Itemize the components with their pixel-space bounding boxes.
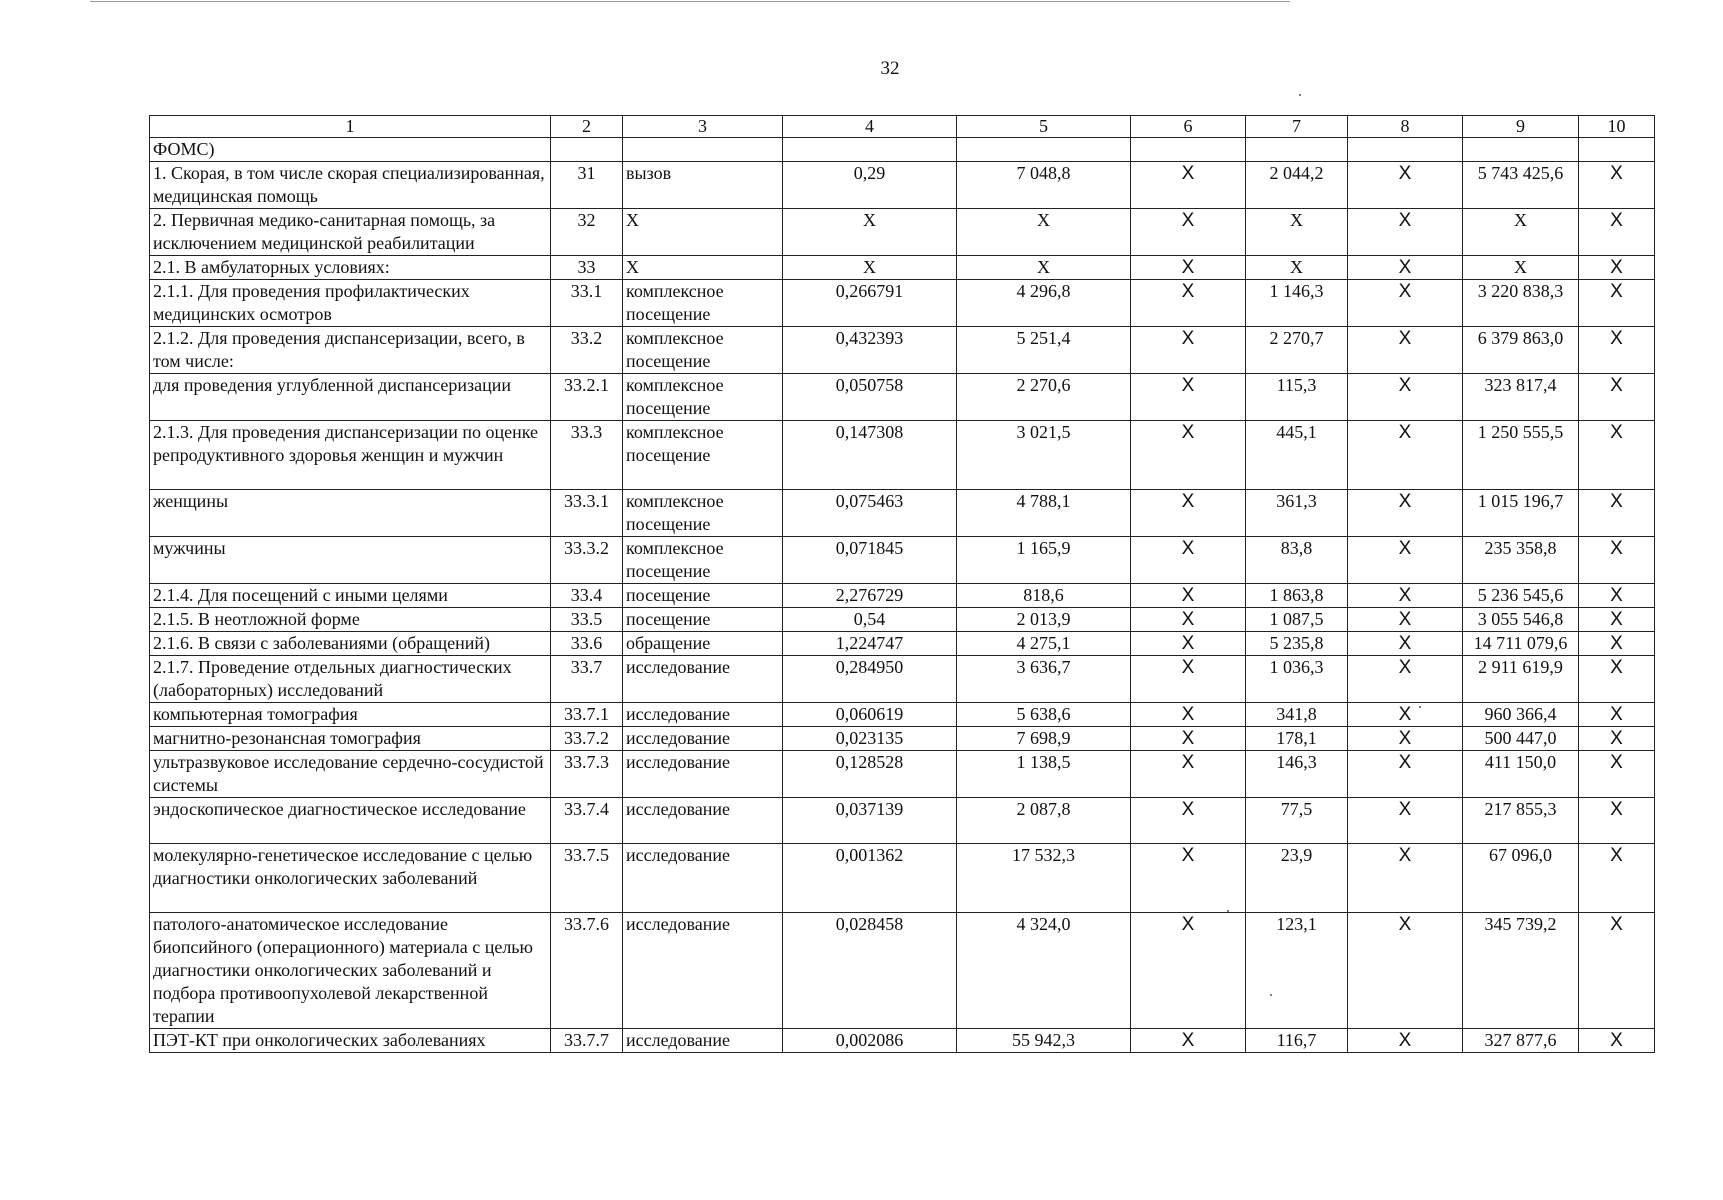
table-cell-col-5: 7 698,9: [957, 727, 1131, 751]
table-row: [150, 703, 1655, 727]
table-cell-col-9: X: [1463, 209, 1579, 256]
table-cell-col-5: 4 788,1: [957, 490, 1131, 537]
table-cell-col-10: X: [1579, 421, 1655, 490]
table-cell-col-10: X: [1579, 703, 1655, 727]
table-cell-col-2: 33.7.5: [551, 844, 623, 913]
table-cell-col-1: для проведения углубленной диспансеризации: [150, 374, 551, 421]
table-cell-col-5: 7 048,8: [957, 162, 1131, 209]
table-cell-col-9: 327 877,6: [1463, 1029, 1579, 1053]
table-cell-col-7: 115,3: [1246, 374, 1348, 421]
table-cell-col-5: 4 275,1: [957, 632, 1131, 656]
table-cell-col-4: 0,060619: [783, 703, 957, 727]
table-cell-col-10: X: [1579, 844, 1655, 913]
table-cell-col-8: X: [1348, 727, 1463, 751]
table-cell-col-7: 23,9: [1246, 844, 1348, 913]
table-row: [150, 632, 1655, 656]
column-number-cell: 10: [1579, 116, 1655, 138]
table-cell-col-4: 0,050758: [783, 374, 957, 421]
table-cell-col-9: 1 250 555,5: [1463, 421, 1579, 490]
table-cell-col-5: 55 942,3: [957, 1029, 1131, 1053]
table-cell-col-5: 17 532,3: [957, 844, 1131, 913]
table-cell-col-9: [1463, 138, 1579, 162]
table-cell-col-1: ПЭТ-КТ при онкологических заболеваниях: [150, 1029, 551, 1053]
table-cell-col-9: 6 379 863,0: [1463, 327, 1579, 374]
table-cell-col-6: X: [1131, 751, 1246, 798]
table-cell-col-7: 146,3: [1246, 751, 1348, 798]
table-cell-col-9: 411 150,0: [1463, 751, 1579, 798]
table-cell-col-3: обращение: [623, 632, 783, 656]
table-cell-col-8: X: [1348, 162, 1463, 209]
table-cell-col-9: 345 739,2: [1463, 913, 1579, 1029]
table-cell-col-4: X: [783, 209, 957, 256]
table-cell-col-3: исследование: [623, 913, 783, 1029]
table-cell-col-4: 0,432393: [783, 327, 957, 374]
table-cell-col-3: комплексное посещение: [623, 490, 783, 537]
table-cell-col-3: комплексное посещение: [623, 421, 783, 490]
column-number-cell: 7: [1246, 116, 1348, 138]
table-cell-col-3: X: [623, 256, 783, 280]
table-cell-col-2: 33.7.1: [551, 703, 623, 727]
table-cell-col-5: X: [957, 209, 1131, 256]
table-cell-col-8: X: [1348, 632, 1463, 656]
table-cell-col-6: X: [1131, 703, 1246, 727]
table-cell-col-9: 217 855,3: [1463, 798, 1579, 844]
table-cell-col-10: X: [1579, 727, 1655, 751]
table-cell-col-6: X: [1131, 490, 1246, 537]
table-cell-col-5: 1 138,5: [957, 751, 1131, 798]
table-cell-col-3: [623, 138, 783, 162]
table-cell-col-6: X: [1131, 374, 1246, 421]
table-cell-col-8: X: [1348, 490, 1463, 537]
data-table: [149, 115, 1655, 1053]
table-cell-col-10: X: [1579, 1029, 1655, 1053]
table-cell-col-6: X: [1131, 727, 1246, 751]
table-cell-col-6: X: [1131, 608, 1246, 632]
page-number: 32: [880, 58, 900, 79]
table-cell-col-4: 0,037139: [783, 798, 957, 844]
table-cell-col-4: 0,028458: [783, 913, 957, 1029]
table-row: [150, 844, 1655, 913]
table-cell-col-1: 2.1. В амбулаторных условиях:: [150, 256, 551, 280]
table-cell-col-4: X: [783, 256, 957, 280]
table-header-row: [150, 116, 1655, 138]
table-cell-col-1: молекулярно-генетическое исследование с целью диагностики онкологических заболеваний: [150, 844, 551, 913]
table-cell-col-6: X: [1131, 1029, 1246, 1053]
table-cell-col-10: X: [1579, 751, 1655, 798]
table-cell-col-6: [1131, 138, 1246, 162]
table-cell-col-8: X: [1348, 751, 1463, 798]
table-cell-col-2: 33.7.7: [551, 1029, 623, 1053]
table-cell-col-4: 0,002086: [783, 1029, 957, 1053]
table-cell-col-6: X: [1131, 421, 1246, 490]
table-cell-col-1: эндоскопическое диагностическое исследование: [150, 798, 551, 844]
table-row: [150, 584, 1655, 608]
table-cell-col-9: 14 711 079,6: [1463, 632, 1579, 656]
table-cell-col-9: 500 447,0: [1463, 727, 1579, 751]
table-cell-col-8: X: [1348, 327, 1463, 374]
table-cell-col-2: 33.4: [551, 584, 623, 608]
table-cell-col-2: 33: [551, 256, 623, 280]
table-cell-col-10: X: [1579, 256, 1655, 280]
table-cell-col-2: 32: [551, 209, 623, 256]
table-cell-col-5: 1 165,9: [957, 537, 1131, 584]
table-cell-col-6: X: [1131, 632, 1246, 656]
table-row: [150, 421, 1655, 490]
table-cell-col-8: X: [1348, 256, 1463, 280]
table-cell-col-9: 67 096,0: [1463, 844, 1579, 913]
table-cell-col-8: X: [1348, 209, 1463, 256]
table-row: [150, 256, 1655, 280]
table-cell-col-4: 2,276729: [783, 584, 957, 608]
table-cell-col-2: [551, 138, 623, 162]
table-cell-col-6: X: [1131, 537, 1246, 584]
table-cell-col-8: X: [1348, 844, 1463, 913]
table-cell-col-7: 1 087,5: [1246, 608, 1348, 632]
column-number-cell: 9: [1463, 116, 1579, 138]
table-cell-col-9: 5 236 545,6: [1463, 584, 1579, 608]
table-cell-col-1: 2.1.4. Для посещений с иными целями: [150, 584, 551, 608]
table-cell-col-10: X: [1579, 584, 1655, 608]
table-cell-col-1: компьютерная томография: [150, 703, 551, 727]
table-cell-col-10: X: [1579, 327, 1655, 374]
table-cell-col-9: 960 366,4: [1463, 703, 1579, 727]
table-cell-col-5: [957, 138, 1131, 162]
table-cell-col-7: 83,8: [1246, 537, 1348, 584]
table-cell-col-7: 116,7: [1246, 1029, 1348, 1053]
table-cell-col-7: 2 270,7: [1246, 327, 1348, 374]
table-cell-col-8: X: [1348, 537, 1463, 584]
table-cell-col-1: 2.1.7. Проведение отдельных диагностических (лабораторных) исследований: [150, 656, 551, 703]
table-cell-col-3: комплексное посещение: [623, 374, 783, 421]
table-row: [150, 656, 1655, 703]
table-cell-col-1: мужчины: [150, 537, 551, 584]
table-cell-col-8: X: [1348, 608, 1463, 632]
table-cell-col-6: X: [1131, 256, 1246, 280]
table-cell-col-3: исследование: [623, 656, 783, 703]
table-cell-col-10: X: [1579, 913, 1655, 1029]
table-cell-col-5: 5 251,4: [957, 327, 1131, 374]
table-cell-col-2: 33.2.1: [551, 374, 623, 421]
scan-speck: [1299, 94, 1301, 96]
table-cell-col-3: комплексное посещение: [623, 327, 783, 374]
table-cell-col-8: X: [1348, 421, 1463, 490]
table-cell-col-4: 0,071845: [783, 537, 957, 584]
table-cell-col-3: исследование: [623, 844, 783, 913]
table-cell-col-7: [1246, 138, 1348, 162]
table-cell-col-7: 445,1: [1246, 421, 1348, 490]
table-cell-col-2: 33.3.1: [551, 490, 623, 537]
table-cell-col-8: X: [1348, 1029, 1463, 1053]
table-row: [150, 138, 1655, 162]
column-number-cell: 3: [623, 116, 783, 138]
column-number-cell: 1: [150, 116, 551, 138]
table-cell-col-5: 2 087,8: [957, 798, 1131, 844]
table-cell-col-4: 0,075463: [783, 490, 957, 537]
table-cell-col-2: 33.7.3: [551, 751, 623, 798]
table-cell-col-2: 33.7.2: [551, 727, 623, 751]
table-row: [150, 327, 1655, 374]
table-cell-col-1: ультразвуковое исследование сердечно-сосудистой системы: [150, 751, 551, 798]
table-cell-col-8: X: [1348, 656, 1463, 703]
table-row: [150, 798, 1655, 844]
table-cell-col-9: 3 220 838,3: [1463, 280, 1579, 327]
table-cell-col-5: 818,6: [957, 584, 1131, 608]
table-cell-col-7: 5 235,8: [1246, 632, 1348, 656]
table-cell-col-1: 2.1.1. Для проведения профилактических медицинских осмотров: [150, 280, 551, 327]
table-cell-col-3: исследование: [623, 703, 783, 727]
table-cell-col-7: X: [1246, 256, 1348, 280]
column-number-cell: 4: [783, 116, 957, 138]
table-cell-col-2: 33.5: [551, 608, 623, 632]
table-cell-col-7: 361,3: [1246, 490, 1348, 537]
table-row: [150, 280, 1655, 327]
table-cell-col-2: 31: [551, 162, 623, 209]
table-cell-col-5: 2 270,6: [957, 374, 1131, 421]
table-cell-col-10: X: [1579, 490, 1655, 537]
table-cell-col-10: X: [1579, 798, 1655, 844]
table-cell-col-1: 2.1.2. Для проведения диспансеризации, всего, в том числе:: [150, 327, 551, 374]
table-cell-col-3: комплексное посещение: [623, 537, 783, 584]
table-row: [150, 209, 1655, 256]
table-cell-col-7: 1 146,3: [1246, 280, 1348, 327]
table-cell-col-6: X: [1131, 584, 1246, 608]
table-cell-col-2: 33.7: [551, 656, 623, 703]
table-cell-col-5: 3 021,5: [957, 421, 1131, 490]
table-cell-col-2: 33.6: [551, 632, 623, 656]
table-cell-col-4: 0,128528: [783, 751, 957, 798]
table-cell-col-7: 123,1: [1246, 913, 1348, 1029]
scan-edge-line: [90, 1, 1290, 2]
table-cell-col-2: 33.3: [551, 421, 623, 490]
table-cell-col-3: комплексное посещение: [623, 280, 783, 327]
table-cell-col-9: X: [1463, 256, 1579, 280]
table-cell-col-8: X: [1348, 280, 1463, 327]
table-row: [150, 537, 1655, 584]
table-cell-col-3: вызов: [623, 162, 783, 209]
table-cell-col-10: X: [1579, 280, 1655, 327]
table-row: [150, 162, 1655, 209]
table-cell-col-3: X: [623, 209, 783, 256]
table-cell-col-9: 235 358,8: [1463, 537, 1579, 584]
table-cell-col-3: исследование: [623, 727, 783, 751]
table-cell-col-3: исследование: [623, 751, 783, 798]
table-cell-col-1: ФОМС): [150, 138, 551, 162]
table-cell-col-1: 2. Первичная медико-санитарная помощь, за исключением медицинской реабилитации: [150, 209, 551, 256]
table-row: [150, 727, 1655, 751]
table-cell-col-5: X: [957, 256, 1131, 280]
table-cell-col-8: X: [1348, 703, 1463, 727]
table-cell-col-6: X: [1131, 162, 1246, 209]
table-cell-col-7: 1 863,8: [1246, 584, 1348, 608]
table-cell-col-3: посещение: [623, 584, 783, 608]
table-cell-col-4: 0,29: [783, 162, 957, 209]
table-cell-col-1: женщины: [150, 490, 551, 537]
table-cell-col-10: X: [1579, 209, 1655, 256]
table-cell-col-1: 1. Скорая, в том числе скорая специализированная, медицинская помощь: [150, 162, 551, 209]
table-cell-col-1: 2.1.6. В связи с заболеваниями (обращений): [150, 632, 551, 656]
table-cell-col-4: [783, 138, 957, 162]
table-cell-col-7: X: [1246, 209, 1348, 256]
column-number-cell: 6: [1131, 116, 1246, 138]
table-cell-col-5: 2 013,9: [957, 608, 1131, 632]
table-cell-col-9: 1 015 196,7: [1463, 490, 1579, 537]
table-cell-col-2: 33.2: [551, 327, 623, 374]
table-cell-col-4: 0,284950: [783, 656, 957, 703]
table-cell-col-6: X: [1131, 844, 1246, 913]
table-cell-col-1: магнитно-резонансная томография: [150, 727, 551, 751]
table-row: [150, 751, 1655, 798]
table-cell-col-6: X: [1131, 280, 1246, 327]
table-row: [150, 490, 1655, 537]
table-cell-col-10: X: [1579, 162, 1655, 209]
table-cell-col-1: 2.1.5. В неотложной форме: [150, 608, 551, 632]
table-cell-col-4: 0,001362: [783, 844, 957, 913]
table-cell-col-7: 77,5: [1246, 798, 1348, 844]
table-cell-col-2: 33.3.2: [551, 537, 623, 584]
table-cell-col-4: 0,147308: [783, 421, 957, 490]
column-number-cell: 8: [1348, 116, 1463, 138]
table-cell-col-1: 2.1.3. Для проведения диспансеризации по оценке репродуктивного здоровья женщин и мужчин: [150, 421, 551, 490]
table-cell-col-4: 0,54: [783, 608, 957, 632]
table-cell-col-10: X: [1579, 608, 1655, 632]
table-cell-col-7: 1 036,3: [1246, 656, 1348, 703]
table-cell-col-2: 33.7.4: [551, 798, 623, 844]
table-cell-col-6: X: [1131, 327, 1246, 374]
table-cell-col-10: X: [1579, 537, 1655, 584]
table-cell-col-8: X: [1348, 913, 1463, 1029]
table-cell-col-5: 3 636,7: [957, 656, 1131, 703]
table-cell-col-9: 323 817,4: [1463, 374, 1579, 421]
table-cell-col-10: X: [1579, 374, 1655, 421]
table-row: [150, 1029, 1655, 1053]
table-row: [150, 374, 1655, 421]
column-number-cell: 2: [551, 116, 623, 138]
table-cell-col-3: исследование: [623, 1029, 783, 1053]
table-cell-col-7: 178,1: [1246, 727, 1348, 751]
table-cell-col-6: X: [1131, 798, 1246, 844]
table-cell-col-3: посещение: [623, 608, 783, 632]
column-number-cell: 5: [957, 116, 1131, 138]
table-cell-col-10: [1579, 138, 1655, 162]
table-cell-col-4: 1,224747: [783, 632, 957, 656]
table-cell-col-4: 0,023135: [783, 727, 957, 751]
table-row: [150, 913, 1655, 1029]
table-cell-col-2: 33.7.6: [551, 913, 623, 1029]
table-cell-col-5: 5 638,6: [957, 703, 1131, 727]
table-cell-col-6: X: [1131, 209, 1246, 256]
table-cell-col-8: X: [1348, 374, 1463, 421]
table-cell-col-8: X: [1348, 584, 1463, 608]
table-cell-col-2: 33.1: [551, 280, 623, 327]
table-cell-col-5: 4 324,0: [957, 913, 1131, 1029]
table-cell-col-8: [1348, 138, 1463, 162]
table-cell-col-7: 341,8: [1246, 703, 1348, 727]
table-cell-col-9: 2 911 619,9: [1463, 656, 1579, 703]
table-cell-col-9: 3 055 546,8: [1463, 608, 1579, 632]
table-cell-col-3: исследование: [623, 798, 783, 844]
table-cell-col-10: X: [1579, 656, 1655, 703]
table-cell-col-1: патолого-анатомическое исследование биопсийного (операционного) материала с целью диагностики онкологических заболеваний и подбора противоопухолевой лекарственной терапии: [150, 913, 551, 1029]
table-cell-col-8: X: [1348, 798, 1463, 844]
table-cell-col-9: 5 743 425,6: [1463, 162, 1579, 209]
table-cell-col-4: 0,266791: [783, 280, 957, 327]
table-cell-col-10: X: [1579, 632, 1655, 656]
table-cell-col-7: 2 044,2: [1246, 162, 1348, 209]
table-cell-col-6: X: [1131, 913, 1246, 1029]
table-row: [150, 608, 1655, 632]
table-cell-col-5: 4 296,8: [957, 280, 1131, 327]
table-cell-col-6: X: [1131, 656, 1246, 703]
